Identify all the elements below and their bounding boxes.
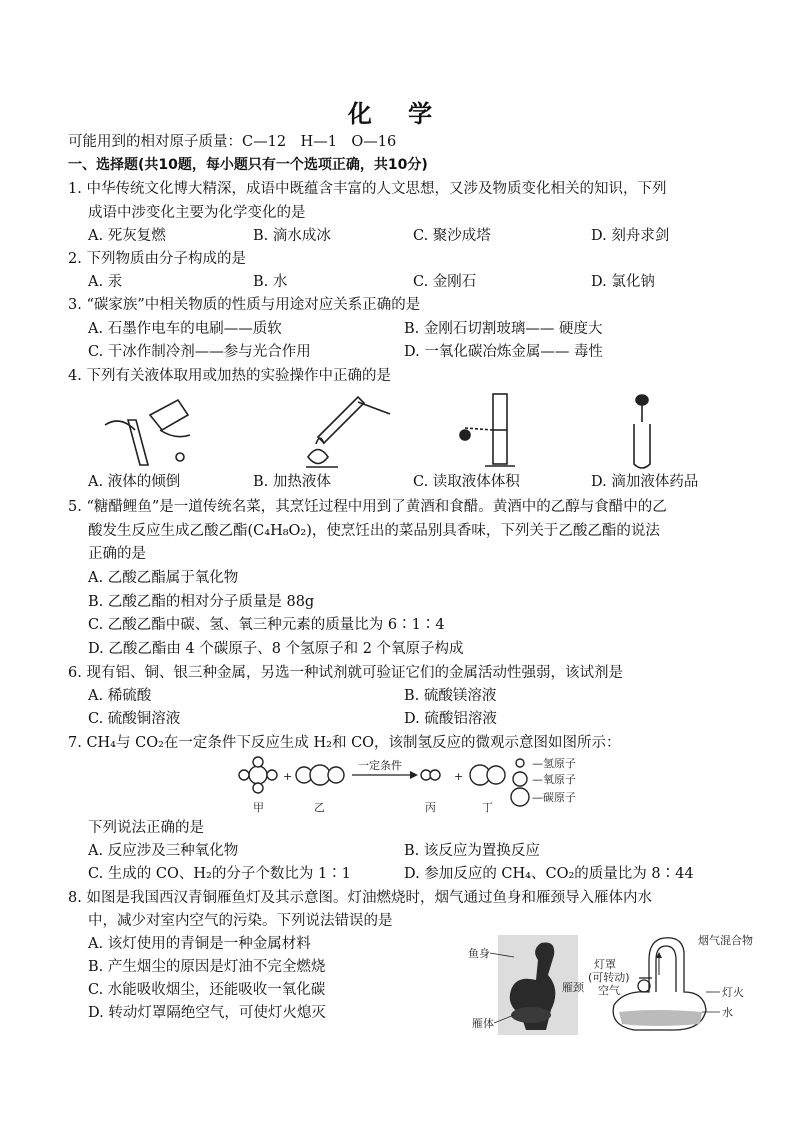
legend-carbon: —碳原子: [532, 791, 576, 804]
q6-stem: 6. 现有铝、铜、银三种金属，另选一种试剂就可验证它们的金属活动性强弱，该试剂是: [68, 665, 623, 681]
heating-liquid-illustration: [298, 392, 398, 472]
label-smoke-mixture: 烟气混合物: [698, 934, 753, 947]
q8-stem: 8. 如图是我国西汉青铜雁鱼灯及其示意图。灯油燃烧时，烟气通过鱼身和雁颈导入雁体内水: [68, 890, 652, 906]
label-lamp-shade: 灯罩: [594, 958, 616, 971]
option-c: C. 生成的 CO、H₂的分子个数比为 1∶1: [88, 866, 351, 882]
option-d: D. 乙酸乙酯由 4 个碳原子、8 个氢原子和 2 个氧原子构成: [88, 641, 464, 657]
option-c: C. 干冰作制冷剂——参与光合作用: [88, 344, 311, 360]
q7-options-row2: [88, 864, 728, 884]
q7-stem: 7. CH₄与 CO₂在一定条件下反应生成 H₂和 CO，该制氢反应的微观示意图如图所示：: [68, 735, 621, 751]
label-air: 空气: [598, 984, 620, 997]
q6-options-row1: [88, 686, 728, 706]
option-b: B. 滴水成冰: [253, 228, 331, 244]
reaction-diagram: [230, 755, 630, 815]
q3-stem: 3. “碳家族”中相关物质的性质与用途对应关系正确的是: [68, 297, 421, 313]
option-d: D. 滴加液体药品: [591, 474, 699, 490]
option-d: D. 参加反应的 CH₄、CO₂的质量比为 8∶44: [404, 866, 694, 882]
q1-stem-cont: 成语中涉变化主要为化学变化的是: [88, 205, 306, 221]
label-goose-neck: 雁颈: [562, 981, 584, 994]
option-a: A. 死灰复燃: [88, 228, 166, 244]
option-d: D. 硫酸铝溶液: [404, 711, 497, 727]
option-a: A. 乙酸乙酯属于氧化物: [88, 570, 239, 586]
option-c: C. 聚沙成塔: [413, 228, 491, 244]
label-ding: 丁: [482, 801, 493, 814]
option-d: D. 一氧化碳冶炼金属—— 毒性: [404, 344, 603, 360]
q5-stem: 5. “糖醋鲤鱼”是一道传统名菜，其烹饪过程中用到了黄酒和食醋。黄酒中的乙醇与食醋中的乙: [68, 499, 667, 515]
bronze-lamp-photo: [466, 935, 596, 1035]
option-c: C. 硫酸铜溶液: [88, 711, 181, 727]
label-water: 水: [722, 1006, 733, 1019]
option-b: B. 金刚石切割玻璃—— 硬度大: [404, 321, 603, 337]
q3-options-row1: [88, 319, 728, 339]
option-b: B. 加热液体: [253, 474, 331, 490]
option-d: D. 氯化钠: [591, 274, 655, 290]
q6-options-row2: [88, 709, 728, 729]
q3-options-row2: [88, 342, 728, 362]
label-jia: 甲: [253, 801, 264, 814]
option-a: A. 该灯使用的青铜是一种金属材料: [88, 936, 311, 952]
label-yi: 乙: [314, 801, 325, 814]
q1-stem: 1. 中华传统文化博大精深，成语中既蕴含丰富的人文思想，又涉及物质变化相关的知识，下列: [68, 181, 667, 197]
option-a: A. 反应涉及三种氧化物: [88, 843, 239, 859]
pouring-liquid-illustration: [100, 395, 210, 470]
label-rotatable: (可转动): [588, 971, 630, 984]
option-c: C. 水能吸收烟尘，还能吸收一氧化碳: [88, 982, 326, 998]
q7-stem-cont: 下列说法正确的是: [88, 820, 204, 836]
svg-text:+: +: [454, 770, 464, 783]
option-d: D. 转动灯罩隔绝空气，可使灯火熄灭: [88, 1005, 326, 1021]
option-b: B. 产生烟尘的原因是灯油不完全燃烧: [88, 959, 326, 975]
option-a: A. 稀硫酸: [88, 688, 152, 704]
option-d: D. 刻舟求剑: [591, 228, 670, 244]
label-bing: 丙: [425, 801, 436, 814]
q1-options: [88, 226, 728, 246]
reading-volume-illustration: [455, 390, 535, 472]
label-goose-body: 雁体: [472, 1017, 494, 1030]
option-b: B. 该反应为置换反应: [404, 843, 540, 859]
condition-label: 一定条件: [358, 759, 402, 772]
label-flame: 灯火: [722, 986, 744, 999]
option-a: A. 液体的倾倒: [88, 474, 181, 490]
option-c: C. 读取液体体积: [413, 474, 520, 490]
q2-stem: 2. 下列物质由分子构成的是: [68, 251, 246, 267]
lamp-schematic: [588, 930, 784, 1038]
adding-drops-illustration: [612, 392, 672, 472]
q8-stem-cont: 中，减少对室内空气的污染。下列说法错误的是: [88, 913, 393, 929]
option-a: A. 汞: [88, 274, 123, 290]
option-b: B. 硫酸镁溶液: [404, 688, 497, 704]
q5-stem-cont: 酸发生反应生成乙酸乙酯(C₄H₈O₂)，使烹饪出的菜品别具香味，下列关于乙酸乙酯的说法: [88, 523, 660, 539]
page-title: 化 学: [347, 100, 447, 128]
atomic-masses: 可能用到的相对原子质量：C—12 H—1 O—16: [68, 134, 397, 150]
q2-options: [88, 272, 728, 292]
svg-text:+: +: [283, 770, 293, 783]
legend-oxygen: —氧原子: [532, 773, 576, 786]
q5-stem-cont2: 正确的是: [88, 546, 146, 562]
option-c: C. 乙酸乙酯中碳、氢、氧三种元素的质量比为 6∶1∶4: [88, 617, 445, 633]
q4-stem: 4. 下列有关液体取用或加热的实验操作中正确的是: [68, 368, 391, 384]
section-heading: 一、选择题(共10题，每小题只有一个选项正确，共10分): [68, 157, 428, 173]
option-c: C. 金刚石: [413, 274, 477, 290]
option-a: A. 石墨作电车的电刷——质软: [88, 321, 282, 337]
q7-options-row1: [88, 841, 728, 861]
option-b: B. 水: [253, 274, 288, 290]
q4-options: [88, 472, 728, 492]
label-fish-body: 鱼身: [468, 947, 490, 960]
option-b: B. 乙酸乙酯的相对分子质量是 88g: [88, 594, 315, 610]
legend-hydrogen: —氢原子: [532, 757, 576, 770]
